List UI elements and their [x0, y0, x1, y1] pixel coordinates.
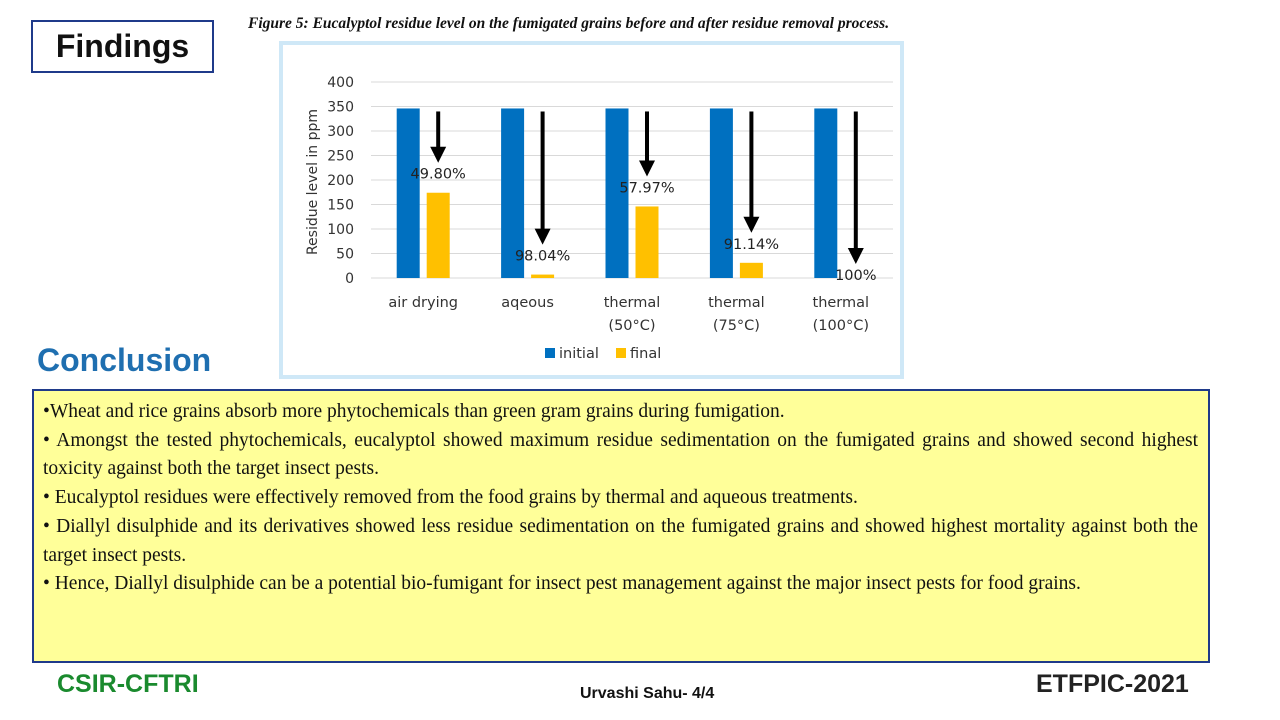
- bar-chart: [283, 45, 900, 375]
- reduction-arrowhead: [848, 248, 864, 264]
- reduction-arrowhead: [430, 147, 446, 163]
- bar-initial: [397, 108, 420, 278]
- reduction-label: 91.14%: [723, 236, 780, 253]
- reduction-arrowhead: [743, 217, 759, 233]
- legend-swatch-final: [616, 348, 626, 358]
- footer-event: ETFPIC-2021: [1036, 670, 1189, 698]
- bar-final: [531, 275, 554, 278]
- conclusion-heading: Conclusion: [37, 342, 212, 378]
- conclusion-bullet: • Eucalyptol residues were effectively removed from the food grains by thermal and aqueous treatments.: [43, 487, 858, 509]
- chart-frame: [279, 41, 904, 379]
- x-tick-label: aqeous: [501, 295, 554, 311]
- conclusion-bullet: • Amongst the tested phytochemicals, eucalyptol showed maximum residue sedimentation on the fumigated grains and showed second highest toxicity against both the target insect pests.: [43, 429, 1198, 480]
- reduction-label: 98.04%: [514, 248, 571, 265]
- x-tick-label: (100°C): [812, 318, 869, 334]
- reduction-arrowhead: [639, 160, 655, 176]
- conclusion-bullet: •Wheat and rice grains absorb more phytochemicals than green gram grains during fumigation.: [43, 401, 785, 422]
- y-axis-label: Residue level in ppm: [305, 108, 321, 256]
- reduction-label: 100%: [835, 268, 877, 284]
- findings-heading: Findings: [31, 20, 214, 73]
- figure-caption: Figure 5: Eucalyptol residue level on the fumigated grains before and after residue removal process.: [248, 15, 890, 32]
- y-tick-label: 250: [327, 148, 354, 165]
- bar-initial: [814, 108, 837, 278]
- conclusion-bullet: • Diallyl disulphide and its derivatives showed less residue sedimentation on the fumigated grains and showed highest mortality against both the target insect pests.: [43, 515, 1198, 566]
- reduction-label: 57.97%: [619, 180, 675, 197]
- conclusion-box: [32, 389, 1210, 663]
- x-tick-label: thermal: [708, 295, 765, 311]
- y-tick-label: 50: [336, 246, 354, 263]
- reduction-arrowhead: [535, 229, 551, 245]
- y-tick-label: 100: [327, 222, 354, 238]
- bar-final: [636, 206, 659, 278]
- y-tick-label: 200: [327, 173, 354, 189]
- legend-label-initial: initial: [559, 346, 599, 362]
- conclusion-bullet: • Hence, Diallyl disulphide can be a potential bio-fumigant for insect pest management against the major insect pests for food grains.: [43, 573, 1081, 595]
- y-tick-label: 300: [327, 124, 354, 140]
- legend-label-final: final: [630, 346, 662, 362]
- reduction-label: 49.80%: [410, 166, 466, 183]
- y-tick-label: 150: [327, 197, 354, 214]
- legend-swatch-initial: [545, 348, 555, 358]
- x-tick-label: thermal: [812, 295, 870, 311]
- footer-org: CSIR-CFTRI: [57, 670, 199, 698]
- x-tick-label: air drying: [388, 295, 459, 311]
- y-tick-label: 400: [327, 75, 354, 91]
- y-tick-label: 350: [327, 99, 354, 116]
- x-tick-label: (50°C): [608, 318, 656, 334]
- footer-author: Urvashi Sahu- 4/4: [580, 685, 715, 702]
- bar-final: [740, 263, 763, 278]
- x-tick-label: (75°C): [712, 318, 760, 334]
- x-tick-label: thermal: [603, 295, 661, 311]
- bar-final: [427, 193, 450, 278]
- y-tick-label: 0: [345, 271, 354, 287]
